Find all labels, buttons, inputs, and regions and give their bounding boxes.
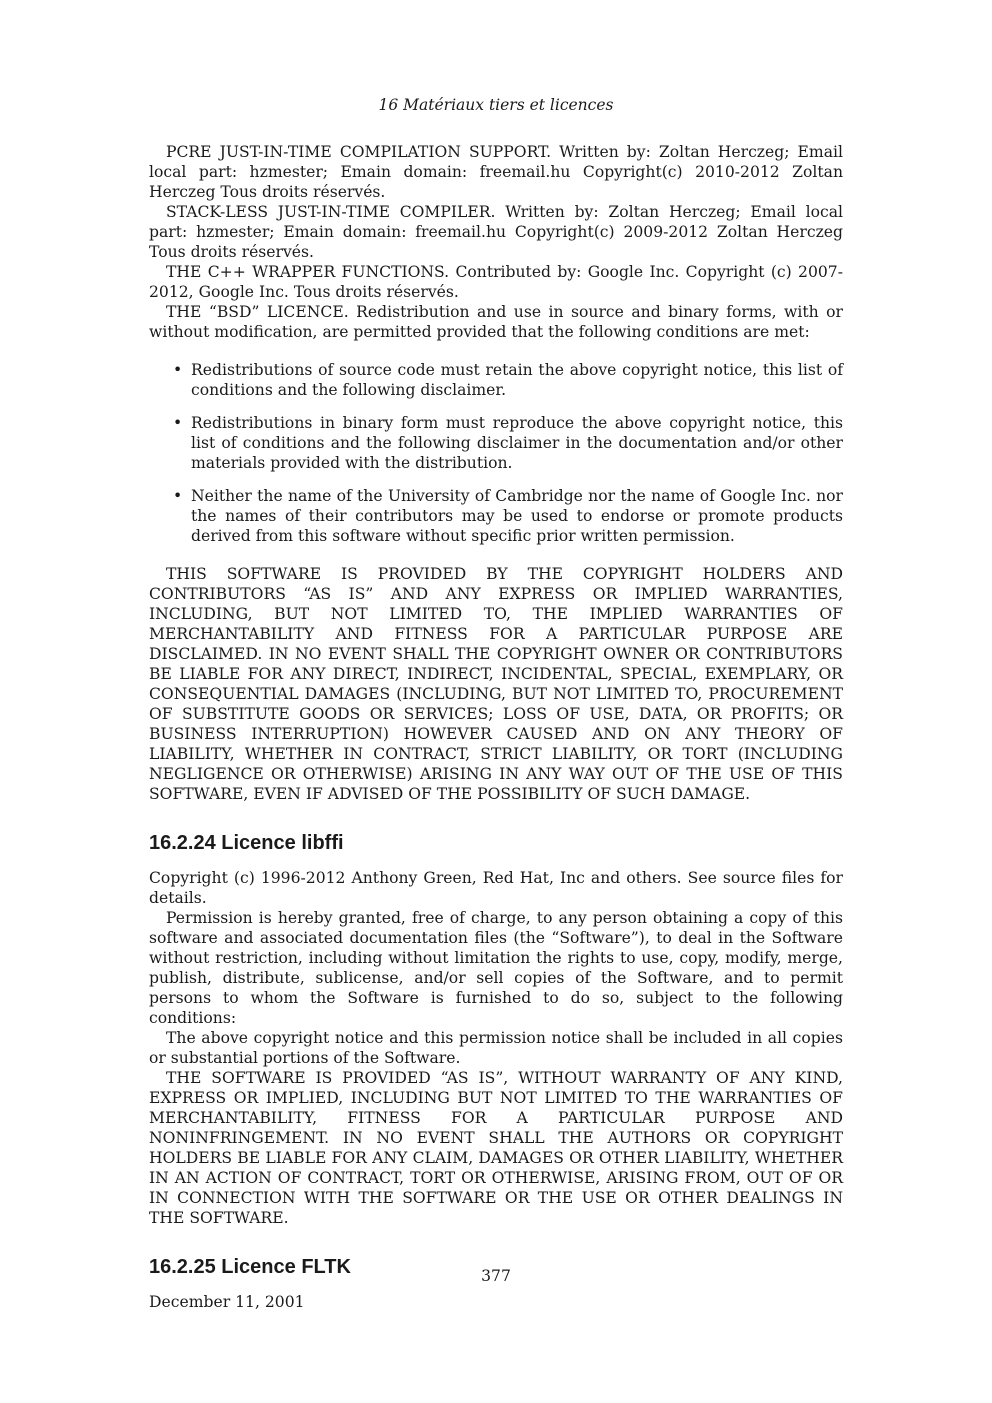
section-heading-fltk: 16.2.25 Licence FLTK bbox=[149, 1256, 351, 1278]
bullet-icon: • bbox=[173, 414, 183, 432]
condition-text: Neither the name of the University of Cambridge nor the name of Google Inc. nor the names of their contributors may be used to endorse or promote products derived from this software without specific prior written permission. bbox=[191, 487, 843, 545]
fltk-date-paragraph: December 11, 2001 bbox=[149, 1293, 305, 1311]
section-heading-libffi: 16.2.24 Licence libffi bbox=[149, 832, 344, 854]
pcre-jit-paragraph: PCRE JUST-IN-TIME COMPILATION SUPPORT. Written by: Zoltan Herczeg; Email local part: hzmester; Emain domain: freemail.hu Copyright(c) 2010-2012 Zoltan Herczeg Tous droits réservés. bbox=[149, 143, 843, 201]
libffi-copyright-paragraph: Copyright (c) 1996-2012 Anthony Green, Red Hat, Inc and others. See source files for details. bbox=[149, 869, 843, 907]
list-item bbox=[149, 360, 843, 400]
page-number: 377 bbox=[481, 1267, 511, 1285]
bsd-conditions-list bbox=[149, 360, 843, 546]
page-content bbox=[149, 142, 843, 1312]
bsd-licence-paragraph: THE “BSD” LICENCE. Redistribution and use in source and binary forms, with or without modification, are permitted provided that the following conditions are met: bbox=[149, 303, 843, 341]
condition-text: Redistributions of source code must retain the above copyright notice, this list of conditions and the following disclaimer. bbox=[191, 361, 843, 399]
condition-text: Redistributions in binary form must reproduce the above copyright notice, this list of conditions and the following disclaimer in the documentation and/or other materials provided with the distribution. bbox=[191, 414, 843, 472]
list-item bbox=[149, 413, 843, 473]
running-header: 16 Matériaux tiers et licences bbox=[378, 96, 614, 114]
libffi-permission-paragraph: Permission is hereby granted, free of charge, to any person obtaining a copy of this software and associated documentation files (the “Software”), to deal in the Software without restriction, including without limitation the rights to use, copy, modify, merge, publish, distribute, sublicense, and/or sell copies of the Software, and to permit persons to whom the Software is furnished to do so, subject to the following conditions: bbox=[149, 909, 843, 1027]
libffi-warranty-paragraph: THE SOFTWARE IS PROVIDED “AS IS”, WITHOUT WARRANTY OF ANY KIND, EXPRESS OR IMPLIED, INCLUDING BUT NOT LIMITED TO THE WARRANTIES OF MERCHANTABILITY, FITNESS FOR A PARTICULAR PURPOSE AND NONINFRINGEMENT. IN NO EVENT SHALL THE AUTHORS OR COPYRIGHT HOLDERS BE LIABLE FOR ANY CLAIM, DAMAGES OR OTHER LIABILITY, WHETHER IN AN ACTION OF CONTRACT, TORT OR OTHERWISE, ARISING FROM, OUT OF OR IN CONNECTION WITH THE SOFTWARE OR THE USE OR OTHER DEALINGS IN THE SOFTWARE. bbox=[149, 1069, 843, 1227]
stackless-jit-paragraph: STACK-LESS JUST-IN-TIME COMPILER. Written by: Zoltan Herczeg; Email local part: hzmester; Emain domain: freemail.hu Copyright(c) 2009-2012 Zoltan Herczeg Tous droits réservés. bbox=[149, 203, 843, 261]
list-item bbox=[149, 486, 843, 546]
libffi-notice-paragraph: The above copyright notice and this permission notice shall be included in all copies or substantial portions of the Software. bbox=[149, 1029, 843, 1067]
bullet-icon: • bbox=[173, 361, 183, 379]
bullet-icon: • bbox=[173, 487, 183, 505]
pcre-disclaimer-paragraph: THIS SOFTWARE IS PROVIDED BY THE COPYRIGHT HOLDERS AND CONTRIBUTORS “AS IS” AND ANY EXPRESS OR IMPLIED WARRANTIES, INCLUDING, BUT NOT LIMITED TO, THE IMPLIED WARRANTIES OF MERCHANTABILITY AND FITNESS FOR A PARTICULAR PURPOSE ARE DISCLAIMED. IN NO EVENT SHALL THE COPYRIGHT OWNER OR CONTRIBUTORS BE LIABLE FOR ANY DIRECT, INDIRECT, INCIDENTAL, SPECIAL, EXEMPLARY, OR CONSEQUENTIAL DAMAGES (INCLUDING, BUT NOT LIMITED TO, PROCUREMENT OF SUBSTITUTE GOODS OR SERVICES; LOSS OF USE, DATA, OR PROFITS; OR BUSINESS INTERRUPTION) HOWEVER CAUSED AND ON ANY THEORY OF LIABILITY, WHETHER IN CONTRACT, STRICT LIABILITY, OR TORT (INCLUDING NEGLIGENCE OR OTHERWISE) ARISING IN ANY WAY OUT OF THE USE OF THIS SOFTWARE, EVEN IF ADVISED OF THE POSSIBILITY OF SUCH DAMAGE. bbox=[149, 565, 843, 803]
cpp-wrapper-paragraph: THE C++ WRAPPER FUNCTIONS. Contributed by: Google Inc. Copyright (c) 2007-2012, Google Inc. Tous droits réservés. bbox=[149, 263, 843, 301]
